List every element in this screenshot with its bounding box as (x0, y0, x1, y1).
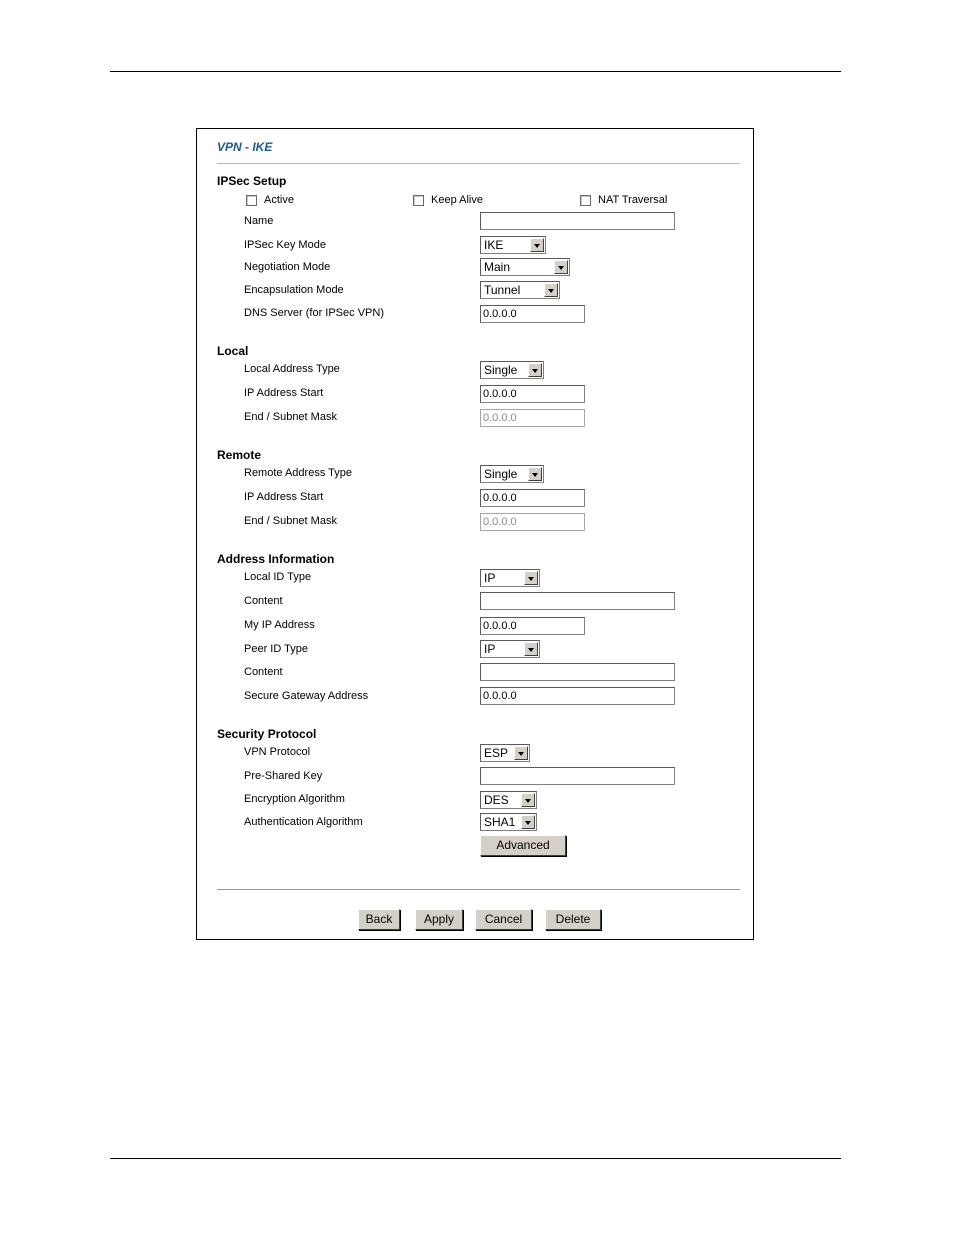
authentication-algorithm-value: SHA1 (484, 815, 516, 829)
remote-end-mask-label: End / Subnet Mask (244, 515, 337, 527)
delete-button[interactable]: Delete (545, 909, 601, 930)
active-label: Active (264, 194, 294, 206)
active-checkbox[interactable] (246, 194, 294, 206)
secure-gateway-input[interactable]: 0.0.0.0 (480, 687, 675, 705)
page-title: VPN - IKE (217, 140, 273, 154)
vpn-protocol-label: VPN Protocol (244, 746, 311, 758)
peer-content-input[interactable] (480, 663, 675, 681)
page-rule-top (110, 71, 841, 72)
encapsulation-mode-select[interactable] (480, 281, 560, 299)
remote-ip-start-label: IP Address Start (244, 491, 324, 503)
checkbox-icon[interactable] (580, 195, 591, 206)
back-button[interactable]: Back (358, 909, 400, 930)
checkbox-icon[interactable] (413, 195, 424, 206)
pre-shared-key-input[interactable] (480, 767, 675, 785)
negotiation-mode-label: Negotiation Mode (244, 261, 331, 273)
chevron-down-icon[interactable] (524, 571, 538, 585)
encryption-algorithm-label: Encryption Algorithm (244, 793, 345, 805)
remote-address-type-value: Single (484, 467, 518, 481)
chevron-down-icon[interactable] (524, 642, 538, 656)
peer-id-type-select[interactable] (480, 640, 540, 658)
encapsulation-mode-label: Encapsulation Mode (244, 284, 344, 296)
pre-shared-key-label: Pre-Shared Key (244, 770, 323, 782)
section-remote: Remote (217, 448, 262, 462)
advanced-button[interactable]: Advanced (480, 835, 566, 856)
negotiation-mode-select[interactable] (480, 258, 570, 276)
chevron-down-icon[interactable] (528, 363, 542, 377)
remote-address-type-label: Remote Address Type (244, 467, 353, 479)
local-id-type-label: Local ID Type (244, 571, 312, 583)
name-label: Name (244, 215, 274, 227)
chevron-down-icon[interactable] (528, 467, 542, 481)
negotiation-mode-value: Main (484, 260, 511, 274)
local-end-mask-label: End / Subnet Mask (244, 411, 337, 423)
chevron-down-icon[interactable] (514, 746, 528, 760)
remote-ip-start-input[interactable]: 0.0.0.0 (480, 489, 585, 507)
local-content-input[interactable] (480, 592, 675, 610)
authentication-algorithm-label: Authentication Algorithm (244, 816, 363, 828)
keep-alive-label: Keep Alive (431, 194, 483, 206)
chevron-down-icon[interactable] (521, 815, 535, 829)
peer-id-type-value: IP (484, 642, 496, 656)
vpn-protocol-select[interactable] (480, 744, 530, 762)
local-id-type-value: IP (484, 571, 496, 585)
bottom-divider (217, 889, 740, 890)
chevron-down-icon[interactable] (544, 283, 558, 297)
my-ip-address-label: My IP Address (244, 619, 315, 631)
chevron-down-icon[interactable] (521, 793, 535, 807)
local-address-type-select[interactable] (480, 361, 544, 379)
page-rule-bottom (110, 1158, 841, 1159)
peer-id-type-label: Peer ID Type (244, 643, 308, 655)
name-input[interactable] (480, 212, 675, 230)
section-ipsec-setup: IPSec Setup (217, 174, 287, 188)
encapsulation-mode-value: Tunnel (484, 283, 521, 297)
vpn-ike-panel (196, 128, 754, 940)
remote-end-mask-input[interactable]: 0.0.0.0 (480, 513, 585, 531)
nat-traversal-checkbox[interactable] (580, 194, 667, 206)
checkbox-icon[interactable] (246, 195, 257, 206)
key-mode-value: IKE (484, 238, 504, 252)
chevron-down-icon[interactable] (530, 238, 544, 252)
local-address-type-value: Single (484, 363, 518, 377)
local-content-label: Content (244, 595, 283, 607)
apply-button[interactable]: Apply (415, 909, 463, 930)
local-id-type-select[interactable] (480, 569, 540, 587)
section-security-protocol: Security Protocol (217, 727, 317, 741)
dns-server-input[interactable]: 0.0.0.0 (480, 305, 585, 323)
section-local: Local (217, 344, 249, 358)
secure-gateway-label: Secure Gateway Address (244, 690, 369, 702)
section-address-information: Address Information (217, 552, 335, 566)
encryption-algorithm-select[interactable] (480, 791, 537, 809)
local-ip-start-input[interactable]: 0.0.0.0 (480, 385, 585, 403)
local-address-type-label: Local Address Type (244, 363, 340, 375)
local-ip-start-label: IP Address Start (244, 387, 324, 399)
chevron-down-icon[interactable] (554, 260, 568, 274)
key-mode-label: IPSec Key Mode (244, 239, 326, 251)
encryption-algorithm-value: DES (484, 793, 509, 807)
cancel-button[interactable]: Cancel (475, 909, 532, 930)
remote-address-type-select[interactable] (480, 465, 544, 483)
key-mode-select[interactable] (480, 236, 546, 254)
vpn-protocol-value: ESP (484, 746, 509, 760)
authentication-algorithm-select[interactable] (480, 813, 537, 831)
keep-alive-checkbox[interactable] (413, 194, 483, 206)
dns-server-label: DNS Server (for IPSec VPN) (244, 307, 384, 319)
local-end-mask-input[interactable]: 0.0.0.0 (480, 409, 585, 427)
title-divider (217, 163, 740, 164)
my-ip-address-input[interactable]: 0.0.0.0 (480, 617, 585, 635)
peer-content-label: Content (244, 666, 283, 678)
nat-traversal-label: NAT Traversal (598, 194, 668, 206)
